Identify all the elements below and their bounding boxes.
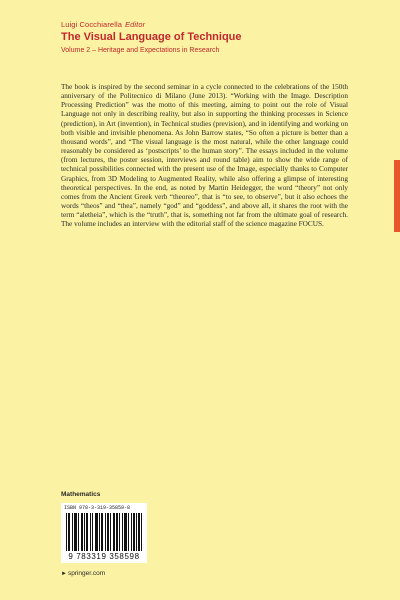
book-title: The Visual Language of Technique <box>61 31 242 43</box>
barcode-icon <box>66 513 142 551</box>
barcode-block <box>61 503 147 563</box>
editor-line <box>61 20 145 29</box>
subject-category: Mathematics <box>61 491 101 498</box>
editor-name: Luigi Cocchiarella <box>61 20 122 29</box>
publisher-website[interactable] <box>61 570 105 577</box>
isbn-label: ISBN 978-3-319-35859-8 <box>64 505 131 511</box>
book-description: The book is inspired by the second seminar in a cycle connected to the celebrations of the 150th anniversary of the Politecnico di Milano (June 2013). “Working with the Image. Description Processing Prediction” was the motto of this meeting, aiming to point out the role of Visual Language not only in describing reality, but also in supporting the thinking processes in Science (prediction), in Art (invention), in Technical studies (prevision), and in identifying and working on both visible and invisible phenomena. As John Barrow states, “So often a picture is better than a thousand words”, and “The visual language is the most natural, while the other language could reasonably be considered as ‘postscripts’ to the human story”. The essays included in the volume (from lectures, the poster session, interviews and round table) aim to show the wide range of technical possibilities connected with the present use of the Image, especially thanks to Computer Graphics, from 3D Modeling to Augmented Reality, while also offering a glimpse of interesting theoretical perspectives. In the end, as noted by Martin Heidegger, the word “theory” not only comes from the Ancient Greek verb “theoreo”, that is “to see, to observe”, but it also echoes the words “theos” and “thea”, namely “god” and “goddess”, and above all, it shares the root with the term “aletheia”, which is the “truth”, that is, something not far from the ultimate goal of research. The volume includes an interview with the editorial staff of the science magazine FOCUS. <box>61 83 348 229</box>
ean-digits: 9 783319 358598 <box>68 552 140 561</box>
book-subtitle: Volume 2 – Heritage and Expectations in Research <box>61 47 220 54</box>
arrow-right-icon: ► <box>61 571 67 577</box>
orange-side-bar <box>394 160 400 232</box>
website-label: springer.com <box>67 570 106 577</box>
editor-role: Editor <box>125 20 146 29</box>
